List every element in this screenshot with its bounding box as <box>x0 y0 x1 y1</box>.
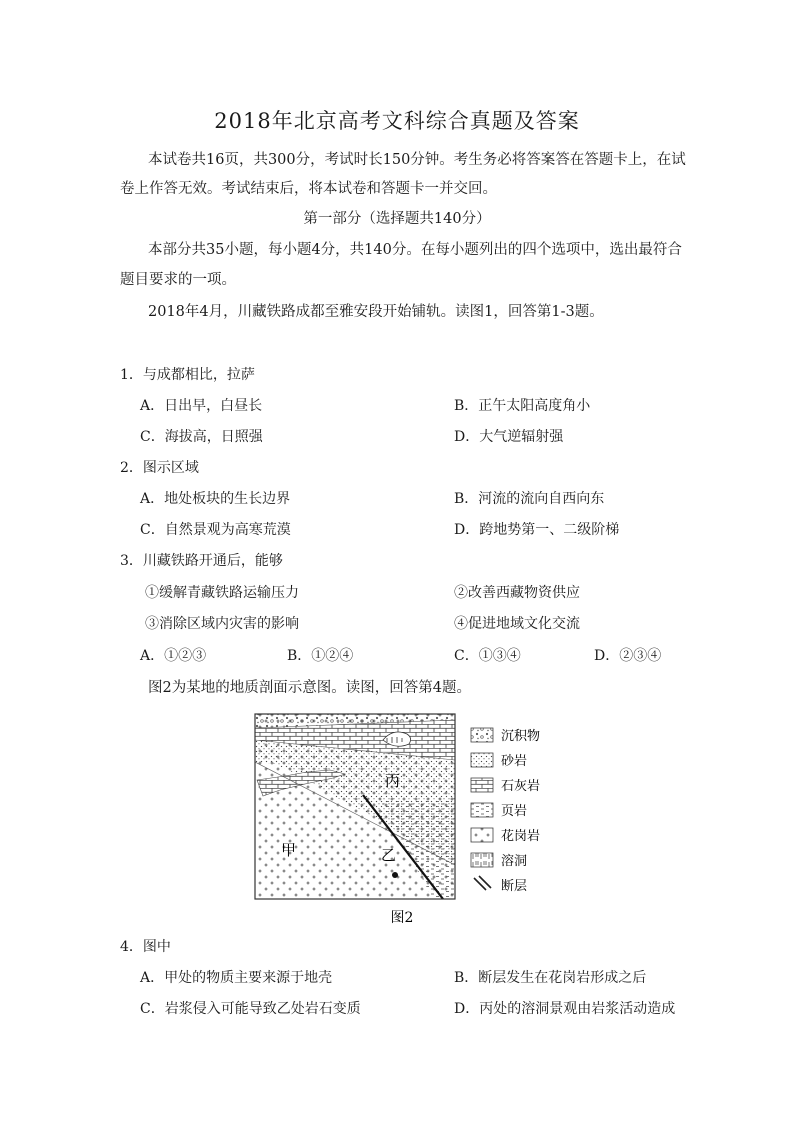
label-jia: 甲 <box>281 841 297 859</box>
q2-stem: 2．图示区域 <box>120 460 199 476</box>
q3-option-b: B．①②④ <box>287 648 354 664</box>
q1-option-b: B．正午太阳高度角小 <box>454 398 591 414</box>
intro-line-1: 本试卷共16页，共300分，考试时长150分钟。考生务必将答案答在答题卡上，在试 <box>148 152 686 168</box>
q3-statement-4: ④促进地域文化交流 <box>454 616 580 632</box>
legend-label-granite: 花岗岩 <box>501 829 541 844</box>
part-instruction-line-2: 题目要求的一项。 <box>120 272 236 288</box>
q2-option-d: D．跨地势第一、二级阶梯 <box>454 522 620 538</box>
q4-option-c: C．岩浆侵入可能导致乙处岩石变质 <box>140 1001 361 1017</box>
intro-line-2: 卷上作答无效。考试结束后，将本试卷和答题卡一并交回。 <box>120 181 497 197</box>
q3-option-d: D．②③④ <box>594 648 662 664</box>
part-instruction-line-1: 本部分共35小题，每小题4分，共140分。在每小题列出的四个选项中，选出最符合 <box>148 242 682 258</box>
legend-label-shale: 页岩 <box>501 804 528 819</box>
label-yi: 乙 <box>381 846 397 864</box>
point-yi-marker <box>392 872 398 878</box>
q3-option-c: C．①③④ <box>454 648 521 664</box>
q4-option-b: B．断层发生在花岗岩形成之后 <box>454 970 647 986</box>
q4-stem: 4．图中 <box>120 939 171 955</box>
legend-label-limestone: 石灰岩 <box>501 779 541 794</box>
q3-option-a: A．①②③ <box>140 648 207 664</box>
label-bing: 丙 <box>385 772 401 790</box>
q2-option-b: B．河流的流向自西向东 <box>454 491 605 507</box>
q3-statement-3: ③消除区域内灾害的影响 <box>145 616 299 632</box>
legend-label-sediment: 沉积物 <box>501 729 541 744</box>
legend <box>471 728 540 894</box>
legend-label-fault: 断层 <box>501 879 528 894</box>
legend-label-cave: 溶洞 <box>501 854 528 869</box>
document-title: 2018年北京高考文科综合真题及答案 <box>214 109 580 133</box>
context-figure1: 2018年4月，川藏铁路成都至雅安段开始铺轨。读图1，回答第1-3题。 <box>148 304 604 320</box>
q4-option-a: A．甲处的物质主要来源于地壳 <box>140 970 333 986</box>
q3-stem: 3．川藏铁路开通后，能够 <box>120 553 283 569</box>
q2-option-a: A．地处板块的生长边界 <box>140 491 291 507</box>
q4-option-d: D．丙处的溶洞景观由岩浆活动造成 <box>454 1001 676 1017</box>
q1-option-a: A．日出早，白昼长 <box>140 398 263 414</box>
legend-label-sandstone: 砂岩 <box>501 754 528 769</box>
figure-caption: 图2 <box>390 910 414 926</box>
part-heading: 第一部分（选择题共140分） <box>303 211 491 227</box>
q3-statement-2: ②改善西藏物资供应 <box>454 585 580 601</box>
geologic-cross-section-figure <box>245 700 560 930</box>
q1-option-d: D．大气逆辐射强 <box>454 429 564 445</box>
context-figure2: 图2为某地的地质剖面示意图。读图，回答第4题。 <box>148 680 471 696</box>
q2-option-c: C．自然景观为高寒荒漠 <box>140 522 291 538</box>
q3-statement-1: ①缓解青藏铁路运输压力 <box>145 585 299 601</box>
q1-stem: 1．与成都相比，拉萨 <box>120 367 255 383</box>
q1-option-c: C．海拔高，日照强 <box>140 429 263 445</box>
